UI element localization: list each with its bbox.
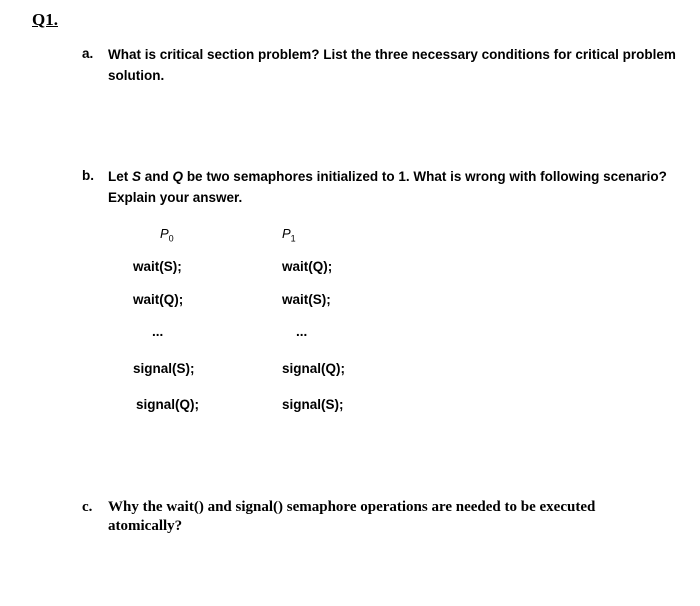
p0-code-line: signal(S); bbox=[133, 361, 195, 376]
p1-code-line: wait(S); bbox=[282, 292, 331, 307]
semaphore-s-var: S bbox=[132, 169, 142, 184]
process-p0-label: $P_0$ bbox=[160, 226, 174, 244]
p0-ellipsis: ... bbox=[152, 324, 164, 339]
question-a-line2: solution. bbox=[108, 68, 165, 83]
question-c-letter: c. bbox=[82, 499, 93, 515]
question-b-line2: Explain your answer. bbox=[108, 190, 243, 205]
question-b-text bbox=[108, 166, 667, 208]
p0-code-line: wait(Q); bbox=[133, 292, 184, 307]
process-p1-label: $P_1$ bbox=[282, 226, 296, 244]
p0-code-line: signal(Q); bbox=[136, 397, 199, 412]
p1-code-line: signal(Q); bbox=[282, 361, 345, 376]
p1-ellipsis: ... bbox=[296, 324, 308, 339]
question-a-line1: What is critical section problem? List the three necessary conditions for critical problem bbox=[108, 47, 676, 62]
semaphore-q-var: Q bbox=[172, 169, 184, 184]
question-b-letter: b. bbox=[82, 168, 94, 183]
p1-code-line: wait(Q); bbox=[282, 259, 333, 274]
question-a-letter: a. bbox=[82, 46, 94, 61]
question-a-text bbox=[108, 44, 676, 86]
p1-code-line: signal(S); bbox=[282, 397, 344, 412]
question-c-text bbox=[108, 498, 595, 536]
question-heading: Q1. bbox=[32, 10, 58, 29]
question-c-line1: Why the wait() and signal() semaphore operations are needed to be executed bbox=[108, 499, 596, 515]
question-c-line2: atomically? bbox=[108, 518, 183, 534]
p0-code-line: wait(S); bbox=[133, 259, 182, 274]
question-b-line1: Let S and Q be two semaphores initialized to 1. What is wrong with following scenario? bbox=[108, 169, 667, 184]
